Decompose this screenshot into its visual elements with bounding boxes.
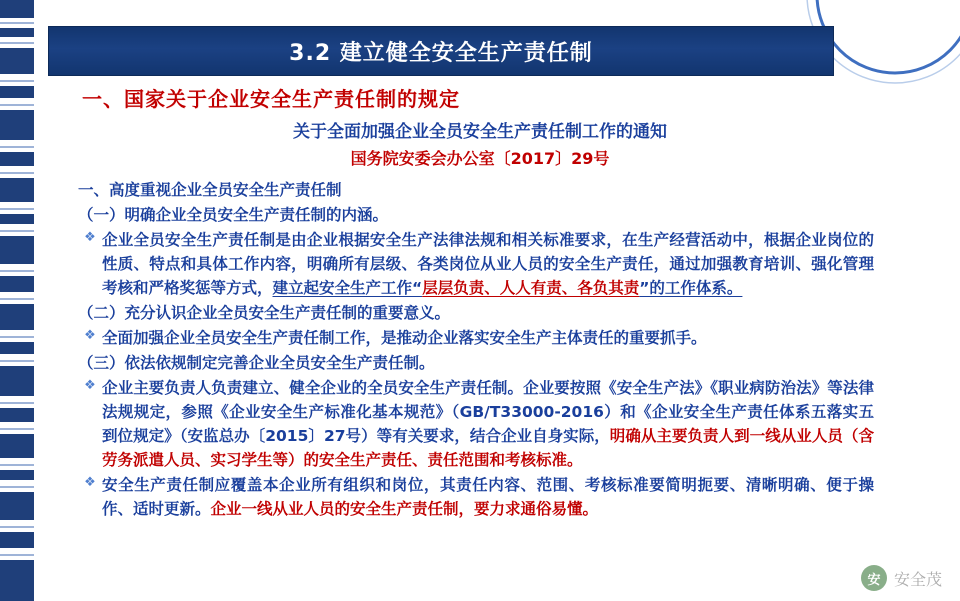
bullet-a-text [102, 228, 920, 300]
body-line-4: （三）依法依规制定完善企业全员安全生产责任制。 [78, 354, 435, 373]
bullet-a-seg-3: 层层负责、人人有责、各负其责 [422, 279, 640, 298]
watermark-text: 安全茂 [893, 569, 942, 589]
left-stripe-decoration [0, 0, 34, 601]
bullet-d-seg-2: 企业一线从业人员的安全生产责任制，要力求通俗易懂。 [210, 500, 599, 519]
body-line-3: （二）充分认识企业全员安全生产责任制的重要意义。 [78, 304, 451, 323]
bullet-a-seg-4: ”的工作体系。 [639, 279, 743, 298]
watermark [861, 565, 942, 591]
slide-content [40, 84, 920, 522]
section-heading: 一、国家关于企业安全生产责任制的规定 [82, 87, 460, 111]
diamond-bullet-icon: ❖ [84, 328, 96, 344]
body-line-1: 一、高度重视企业全员安全生产责任制 [78, 181, 342, 200]
bullet-c-seg-2: 明确从主要负责人到一线从业人员（含劳务派遣人员、实习学生等）的安全生产责任、责任范围和考核标准。 [102, 427, 874, 470]
watermark-logo-icon: 安 [861, 565, 887, 591]
diamond-bullet-icon: ❖ [84, 378, 96, 394]
bullet-a-seg-1: 企业全员安全生产责任制是由企业根据安全生产法律法规和相关标准要求，在生产经营活动中，根据企业岗位的性质、特点和具体工作内容，明确所有层级、各类岗位从业人员的安全生产责任，通过加强教育培训、强化管理考核和严格奖惩等方式， [102, 231, 874, 298]
document-title: 关于全面加强企业全员安全生产责任制工作的通知 [293, 122, 667, 142]
bullet-item-b [40, 326, 920, 350]
bullet-item-d [40, 473, 920, 521]
bullet-b-text: 全面加强企业全员安全生产责任制工作，是推动企业落实安全生产主体责任的重要抓手。 [102, 329, 707, 348]
slide-title-bar [48, 26, 834, 76]
document-number: 国务院安委会办公室〔2017〕29号 [350, 149, 610, 169]
diamond-bullet-icon: ❖ [84, 230, 96, 246]
bullet-item-a [40, 228, 920, 300]
bullet-d-text [102, 473, 920, 521]
bullet-item-c [40, 376, 920, 472]
body-line-2: （一）明确企业全员安全生产责任制的内涵。 [78, 206, 389, 225]
page-title: 3.2 建立健全安全生产责任制 [289, 40, 593, 66]
bullet-c-text [102, 376, 920, 472]
bullet-c-seg-1: 企业主要负责人负责建立、健全企业的全员安全生产责任制。企业要按照《安全生产法》《职业病防治法》等法律法规规定，参照《企业安全生产标准化基本规范》（GB/T33000-2016）和《企业安全生产责任体系五落实五到位规定》（安监总办〔2015〕27号）等有关要求，结合企业自身实际， [102, 379, 874, 446]
diamond-bullet-icon: ❖ [84, 475, 96, 491]
bullet-d-seg-1: 安全生产责任制应覆盖本企业所有组织和岗位，其责任内容、范围、考核标准要简明扼要、清晰明确、便于操作、适时更新。 [102, 476, 874, 519]
bullet-a-seg-2: 建立起安全生产工作“ [272, 279, 423, 298]
